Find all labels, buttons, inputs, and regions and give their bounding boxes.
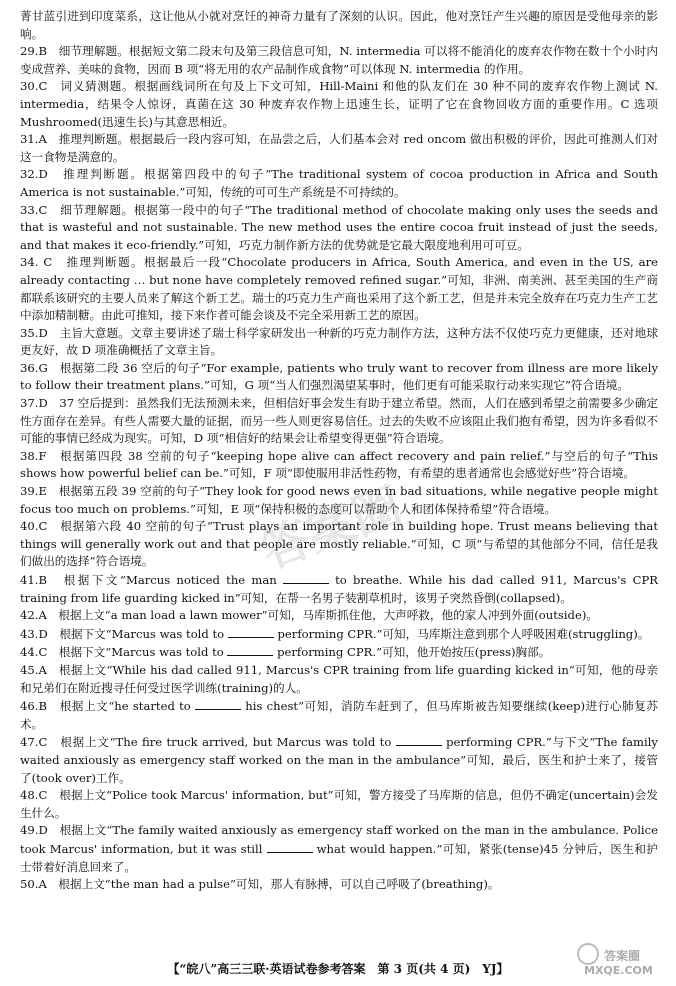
answer-text: 根据上文“the man had a pulse”可知，那人有脉搏，可以自己呼吸了(breathing)。 <box>58 877 500 892</box>
answer-text: 推理判断题。根据第四段中的句子“The traditional system of cocoa production in Africa and South America is not sustainable.”可知，传统的可可生产系统是不可持续的。 <box>20 167 658 199</box>
intro-paragraph: 菁甘蓝引进到印度菜系，这让他从小就对烹饪的神奇力量有了深刻的认识。因此，他对烹饪产生兴趣的原因是受他母亲的影响。 <box>20 9 658 41</box>
answer-number: 45.A <box>20 662 47 677</box>
answer-item <box>20 607 658 625</box>
answer-text: 主旨大意题。文章主要讲述了瑞士科学家研发出一种新的巧克力制作方法，这种方法不仅使巧克力更健康，还对地球更友好，故 D 项准确概括了文章主旨。 <box>20 325 658 358</box>
answer-text-after-blank: what would happen.”可知，紧张(tense)45 分钟后，医生和护士带着好消息回来了。 <box>20 841 658 874</box>
answer-text: 根据上文“While his dad called 911, Marcus's CPR training from life guarding kicked in”可知，他的母亲和兄弟们在附近搜寻任何受过医学训练(training)的人。 <box>20 662 658 695</box>
answer-item <box>20 131 658 166</box>
answer-item <box>20 254 658 324</box>
answer-item <box>20 448 658 483</box>
blank-line <box>228 625 274 638</box>
answer-text: 37 空后提到：虽然我们无法预测未来，但相信好事会发生有助于建立希望。然而，人们在感到希望之前需要多少确定性方面存在差异。有些人需要大量的证据，而另一些人则更容易信任。过去的失败不应该阻止我们抱有希望，因为许多看似不可能的事情已经成为现实。可知，D 项“相信好的结果会让希望变得更强”符合语境。 <box>20 396 658 446</box>
svg-text:答案圈: 答案圈 <box>604 949 641 963</box>
answer-item <box>20 78 658 131</box>
answer-item <box>20 360 658 395</box>
answer-item <box>20 822 658 876</box>
answer-item <box>20 643 658 662</box>
answer-text-before-blank: 根据上文“The fire truck arrived, but Marcus was told to <box>60 735 396 750</box>
answer-text-before-blank: 根据上文“The family waited anxiously as emergency staff worked on the man in the ambulance. Police took Marcus' information, but it was still <box>20 823 658 856</box>
answer-text-after-blank: his chest”可知，消防车赶到了，但马库斯被告知要继续(keep)进行心肺复苏术。 <box>20 699 658 731</box>
blank-line <box>267 840 313 853</box>
answer-item <box>20 325 658 360</box>
answer-item <box>20 876 658 894</box>
answer-item <box>20 202 658 255</box>
answer-number: 31.A <box>20 132 47 147</box>
blank-line <box>283 571 329 584</box>
answer-number: 34. C <box>20 255 53 270</box>
answer-item <box>20 166 658 201</box>
answer-item <box>20 662 658 697</box>
answer-text: 细节理解题。根据短文第二段末句及第三段信息可知，N. intermedia 可以将不能消化的废弃农作物在数十个小时内变成营养、美味的食物，因而 B 项“将无用的农产品制作成食物”可以体现 N. intermedia 的作用。 <box>20 44 658 76</box>
answer-text-before-blank: 根据下文“Marcus was told to <box>59 626 228 641</box>
answer-number: 36.G <box>20 360 48 375</box>
blank-line <box>227 643 273 656</box>
answer-number: 46.B <box>20 699 47 714</box>
answer-number: 33.C <box>20 202 48 217</box>
blank-line <box>396 733 442 746</box>
answer-text: 推理判断题。根据最后一段内容可知，在品尝之后，人们基本会对 red oncom 做出积极的评价，因此可推测人们对这一食物是满意的。 <box>20 132 658 164</box>
answer-text-before-blank: 根据下文“Marcus was told to <box>58 645 228 660</box>
answer-text-after-blank: performing CPR.”与下文“The family waited anxiously as emergency staff worked on the man in the ambulance”可知，最后，医生和护士来了，接管了(took over)工作。 <box>20 735 658 785</box>
answer-list <box>20 43 658 894</box>
answer-number: 42.A <box>20 608 47 623</box>
answer-item <box>20 697 658 733</box>
answer-text-after-blank: performing CPR.”可知，他开始按压(press)胸部。 <box>273 645 551 660</box>
answer-text: 词义猜测题。根据画线词所在句及上下文可知，Hill-Maini 和他的队友们在 30 种不同的废弃农作物上测试 N. intermedia，结果令人惊讶，真菌在这 30 种废弃农作物上迅速生长，证明了它在食物回收方面的重要作用。C 选项 Mushroomed(迅速生长)与其意思相近。 <box>20 79 658 129</box>
answer-text-after-blank: to breathe. While his dad called 911, Marcus's CPR training from life guarding kicked in”可知，在帮一名男子装割草机时，该男子突然昏倒(collapsed)。 <box>20 573 658 605</box>
blank-line <box>195 697 241 710</box>
answer-number: 35.D <box>20 325 48 340</box>
answer-number: 38.F <box>20 448 47 463</box>
answer-item <box>20 625 658 644</box>
answer-number: 40.C <box>20 519 48 534</box>
answer-text: 根据第五段 39 空前的句子“They look for good news even in bad situations, while negative people might focus too much on problems.”可知，E 项“保持积极的态度可以帮助个人和团体保持希望”符合语境。 <box>20 484 658 516</box>
answer-number: 37.D <box>20 396 48 411</box>
page-footer: 【“皖八”高三三联·英语试卷参考答案 第 3 页(共 4 页) YJ】 <box>167 962 509 976</box>
answer-number: 29.B <box>20 44 47 59</box>
answer-number: 48.C <box>20 788 48 803</box>
answer-text: 推理判断题。根据最后一段“Chocolate producers in Africa, South America, and even in the US, are already contacting … but none have completely removed refined sugar.”可知，非洲、南美洲、甚至美国的生产商都联系该研究的主要人员来了解这个新工艺。瑞士的巧克力生产商也采用了这个新工艺，但是并未完全放弃在巧克力生产工艺中添加精制糖。由此可推知，接下来作者可能会谈及不完全采用新工艺的原因。 <box>20 255 658 323</box>
answer-item <box>20 43 658 78</box>
answer-text: 根据第二段 36 空后的句子“For example, patients who truly want to recover from illness are more likely to follow their treatment plans.”可知，G 项“当人们强烈渴望某事时，他们更有可能采取行动来实现它”符合语境。 <box>20 360 658 393</box>
answer-text-before-blank: 根据下文“Marcus noticed the man <box>63 573 283 587</box>
answer-number: 50.A <box>20 877 47 892</box>
answer-number: 41.B <box>20 573 47 587</box>
answer-number: 30.C <box>20 79 48 94</box>
site-logo-icon <box>574 940 666 978</box>
answer-item <box>20 483 658 518</box>
answer-text: 根据第四段 38 空前的句子“keeping hope alive can affect recovery and pain relief.”与空后的句子“This shows how powerful belief can be.”可知，F 项“即使服用非活性药物，有希望的患者通常也会感觉好些”符合语境。 <box>20 448 658 481</box>
answer-text: 细节理解题。根据第一段中的句子“The traditional method of chocolate making only uses the seeds and that is wasteful and not sustainable. The new method uses the entire cocoa fruit instead of just the seeds, and that makes it eco-friendly.”可知，巧克力制作新方法的优势就是它最大限度地利用可可豆。 <box>20 202 658 252</box>
answer-number: 44.C <box>20 645 48 660</box>
answer-number: 39.E <box>20 484 47 499</box>
answer-item <box>20 395 658 448</box>
answer-item <box>20 733 658 787</box>
logo-text: MXQE.COM <box>584 964 653 977</box>
answer-number: 49.D <box>20 823 48 838</box>
answer-item <box>20 571 658 607</box>
answer-text-after-blank: performing CPR.”可知，马库斯注意到那个人呼吸困难(struggling)。 <box>273 626 650 641</box>
answer-text: 根据第六段 40 空前的句子“Trust plays an important role in building hope. Trust means believing that things will generally work out and that people are mostly reliable.”可知，C 项“与希望的其他部分不同，信任是我们做出的选择”符合语境。 <box>20 519 658 569</box>
watermark: 答案圈 <box>254 477 409 580</box>
answer-number: 43.D <box>20 626 48 641</box>
answer-number: 32.D <box>20 167 48 182</box>
answer-text: 根据上文“a man load a lawn mower”可知，马库斯抓住他，大声呼救，他的家人冲到外面(outside)。 <box>58 608 598 623</box>
answer-number: 47.C <box>20 735 48 750</box>
answer-text-before-blank: 根据上文“he started to <box>59 699 196 714</box>
answer-text: 根据上文“Police took Marcus' information, but”可知，警方接受了马库斯的信息，但仍不确定(uncertain)会发生什么。 <box>20 788 658 820</box>
answer-item <box>20 787 658 822</box>
answer-item <box>20 518 658 571</box>
